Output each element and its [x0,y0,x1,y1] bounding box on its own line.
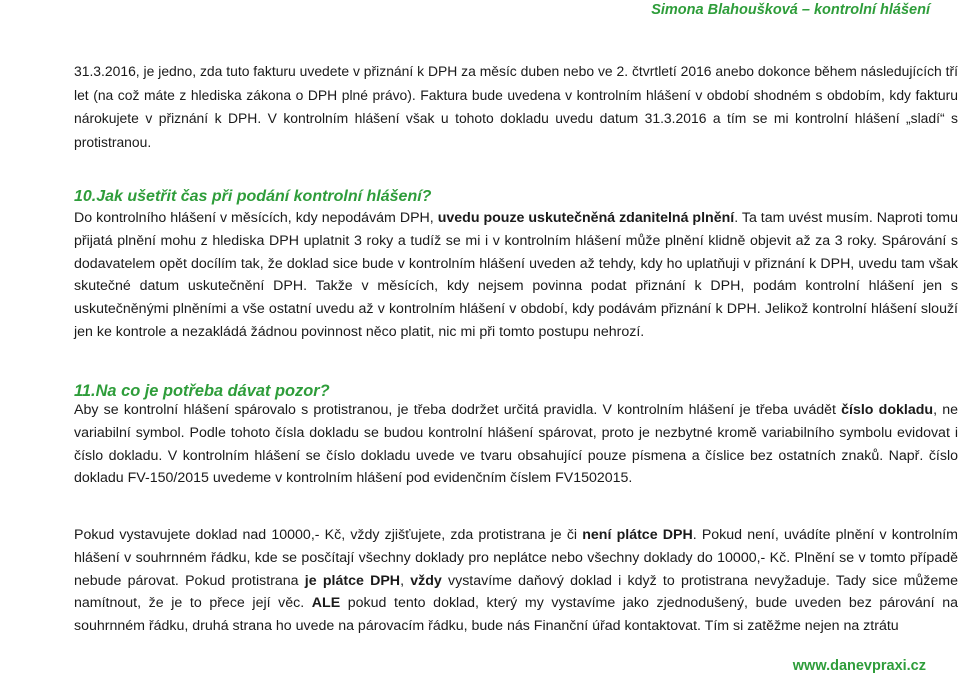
bold-run: vždy [410,572,442,589]
text-run: Aby se kontrolní hlášení spárovalo s protistranou, je třeba dodržet určitá pravidla. V kontrolním hlášení je třeba uvádět [74,402,842,418]
text-run: Do kontrolního hlášení v měsících, kdy nepodávám DPH, [74,210,438,226]
text-run: pokud tento doklad, který my vystavíme jako zjednodušený, bude uveden bez párování na souhrnném řádku, druhá strana ho uvede na párovacím řádku, bude nás Finanční úřad kontaktovat. Tím si zatěžme nejen na ztrátu [74,595,958,635]
text-run: . Ta tam uvést musím. Naproti tomu přijatá plnění mohu z hlediska DPH uplatnit 3 roky a tudíž se mi i v kontrolním hlášení může plnění klidně objevit až za 3 roky. Spárování s dodavatelem opět docílím tak, že doklad sice bude v kontrolním hlášení uveden až tehdy, kdy ho uplatňuji v přiznání k DPH, uvedu tam však skutečné datum uskutečnění DPH. Takže v měsících, kdy nejsem povinna podat přiznání k DPH, podám kontrolní hlášení jen s uskutečněnými plněními a vše ostatní uvedu až v kontrolním hlášení v období, kdy podávám přiznání k DPH. Jelikož kontrolní hlášení slouží jen ke kontrole a nezakládá žádnou povinnost něco platit, nic mi při tomto postupu nehrozí. [74,210,958,340]
text-run: , [400,572,411,589]
paragraph-invoice-date: 31.3.2016, je jedno, zda tuto fakturu uvedete v přiznání k DPH za měsíc duben nebo ve 2. čtvrtletí 2016 anebo dokonce během následujících tří let (na což máte z hlediska zákona o DPH plné právo). Faktura bude uvedena v kontrolním hlášení v období shodném s obdobím, kdy fakturu nárokujete v přiznání k DPH. V kontrolním hlášení však u tohoto dokladu uvedu datum 31.3.2016 a tím se mi kontrolní hlášení „sladí“ s protistranou. [74,63,958,150]
paragraph-save-time [74,207,958,344]
section-11-heading: 11.Na co je potřeba dávat pozor? [74,382,330,400]
text-run: . Pokud není, uvádíte plnění v kontrolním hlášení v souhrnném řádku, kde se posčítají všechny doklady pro neplátce nebo všechny doklady do 10000,- Kč. Plnění se v tomto případě nebude párovat. Pokud protistrana [74,527,958,589]
footer-website: www.danevpraxi.cz [792,658,926,674]
text-run: Pokud vystavujete doklad nad 10000,- Kč, vždy zjišťujete, zda protistrana je či [74,527,583,543]
bold-run: číslo dokladu [841,402,934,418]
paragraph-document-number [74,399,958,490]
paragraph-vat-payer [74,524,958,638]
bold-run: je plátce DPH [304,572,401,589]
section-10-heading: 10.Jak ušetřit čas při podání kontrolní hlášení? [74,188,432,205]
bold-run: není plátce DPH [582,527,693,543]
document-header-title: Simona Blahoušková – kontrolní hlášení [651,2,930,18]
bold-run: ALE [311,595,341,612]
text-run: vystavíme daňový doklad i když to protistrana nevyžaduje. Tady sice můžeme namítnout, že je to přece její věc. [74,572,958,612]
bold-run: uvedu pouze uskutečněná zdanitelná plnění [437,210,735,226]
text-run: , ne variabilní symbol. Podle tohoto čísla dokladu se budou kontrolní hlášení spárovat, proto je nezbytné kromě variabilního symbolu evidovat i číslo dokladu. V kontrolním hlášení se číslo dokladu uvede ve tvaru obsahující pouze písmena a číslice bez ostatních znaků. Např. číslo dokladu FV-150/2015 uvedeme v kontrolním hlášení pod evidenčním číslem FV1502015. [74,402,958,487]
